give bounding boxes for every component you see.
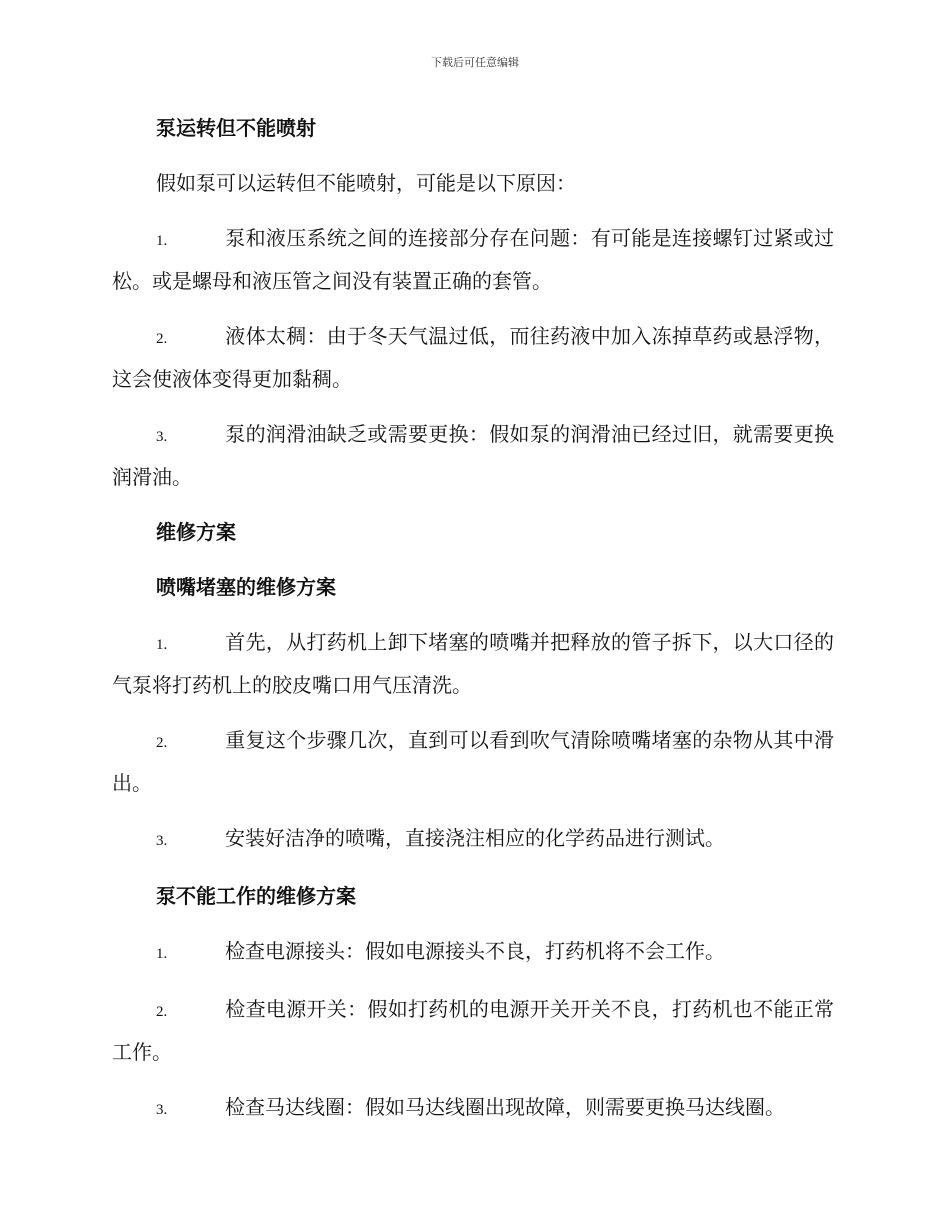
list-item — [112, 989, 834, 1072]
list-item-number: 2. — [156, 1004, 168, 1020]
list-item-number: 3. — [156, 1102, 168, 1118]
list-item-number: 2. — [156, 735, 168, 751]
header-note: 下载后可任意编辑 — [431, 56, 519, 69]
list-item — [112, 218, 834, 301]
list-item — [112, 414, 834, 497]
list-item-number: 1. — [156, 233, 168, 249]
heading-pump-failure: 泵不能工作的维修方案 — [156, 884, 356, 908]
heading-pump-runs: 泵运转但不能喷射 — [156, 116, 316, 140]
list-item-text: 检查电源开关：假如打药机的电源开关开关不良，打药机也不能正常工作。 — [112, 997, 834, 1064]
document-body — [112, 108, 834, 1145]
list-item-number: 3. — [156, 833, 168, 849]
intro-paragraph: 假如泵可以运转但不能喷射，可能是以下原因： — [156, 171, 576, 195]
list-item-text: 液体太稠：由于冬天气温过低，而往药液中加入冻掉草药或悬浮物，这会使液体变得更加黏稠。 — [112, 324, 834, 391]
list-item-text: 检查电源接头：假如电源接头不良，打药机将不会工作。 — [225, 939, 725, 963]
list-item-text: 泵和液压系统之间的连接部分存在问题：有可能是连接螺钉过紧或过松。或是螺母和液压管之间没有装置正确的套管。 — [112, 226, 834, 293]
list-item — [112, 931, 834, 974]
list-item-text: 安装好洁净的喷嘴，直接浇注相应的化学药品进行测试。 — [225, 826, 725, 850]
list-item-number: 1. — [156, 637, 168, 653]
heading-nozzle-clog: 喷嘴堵塞的维修方案 — [156, 575, 336, 599]
list-item-text: 检查马达线圈：假如马达线圈出现故障，则需要更换马达线圈。 — [225, 1095, 785, 1119]
list-item — [112, 720, 834, 803]
list-item-number: 1. — [156, 946, 168, 962]
list-item-text: 首先，从打药机上卸下堵塞的喷嘴并把释放的管子拆下，以大口径的气泵将打药机上的胶皮嘴口用气压清洗。 — [112, 630, 834, 697]
list-item — [112, 1087, 834, 1130]
heading-repair-plan: 维修方案 — [156, 520, 236, 544]
list-item — [112, 818, 834, 861]
list-item-number: 3. — [156, 429, 168, 445]
list-item — [112, 316, 834, 399]
list-item-text: 泵的润滑油缺乏或需要更换：假如泵的润滑油已经过旧，就需要更换润滑油。 — [112, 422, 834, 489]
list-item-number: 2. — [156, 331, 168, 347]
list-item — [112, 622, 834, 705]
list-item-text: 重复这个步骤几次，直到可以看到吹气清除喷嘴堵塞的杂物从其中滑出。 — [112, 728, 834, 795]
